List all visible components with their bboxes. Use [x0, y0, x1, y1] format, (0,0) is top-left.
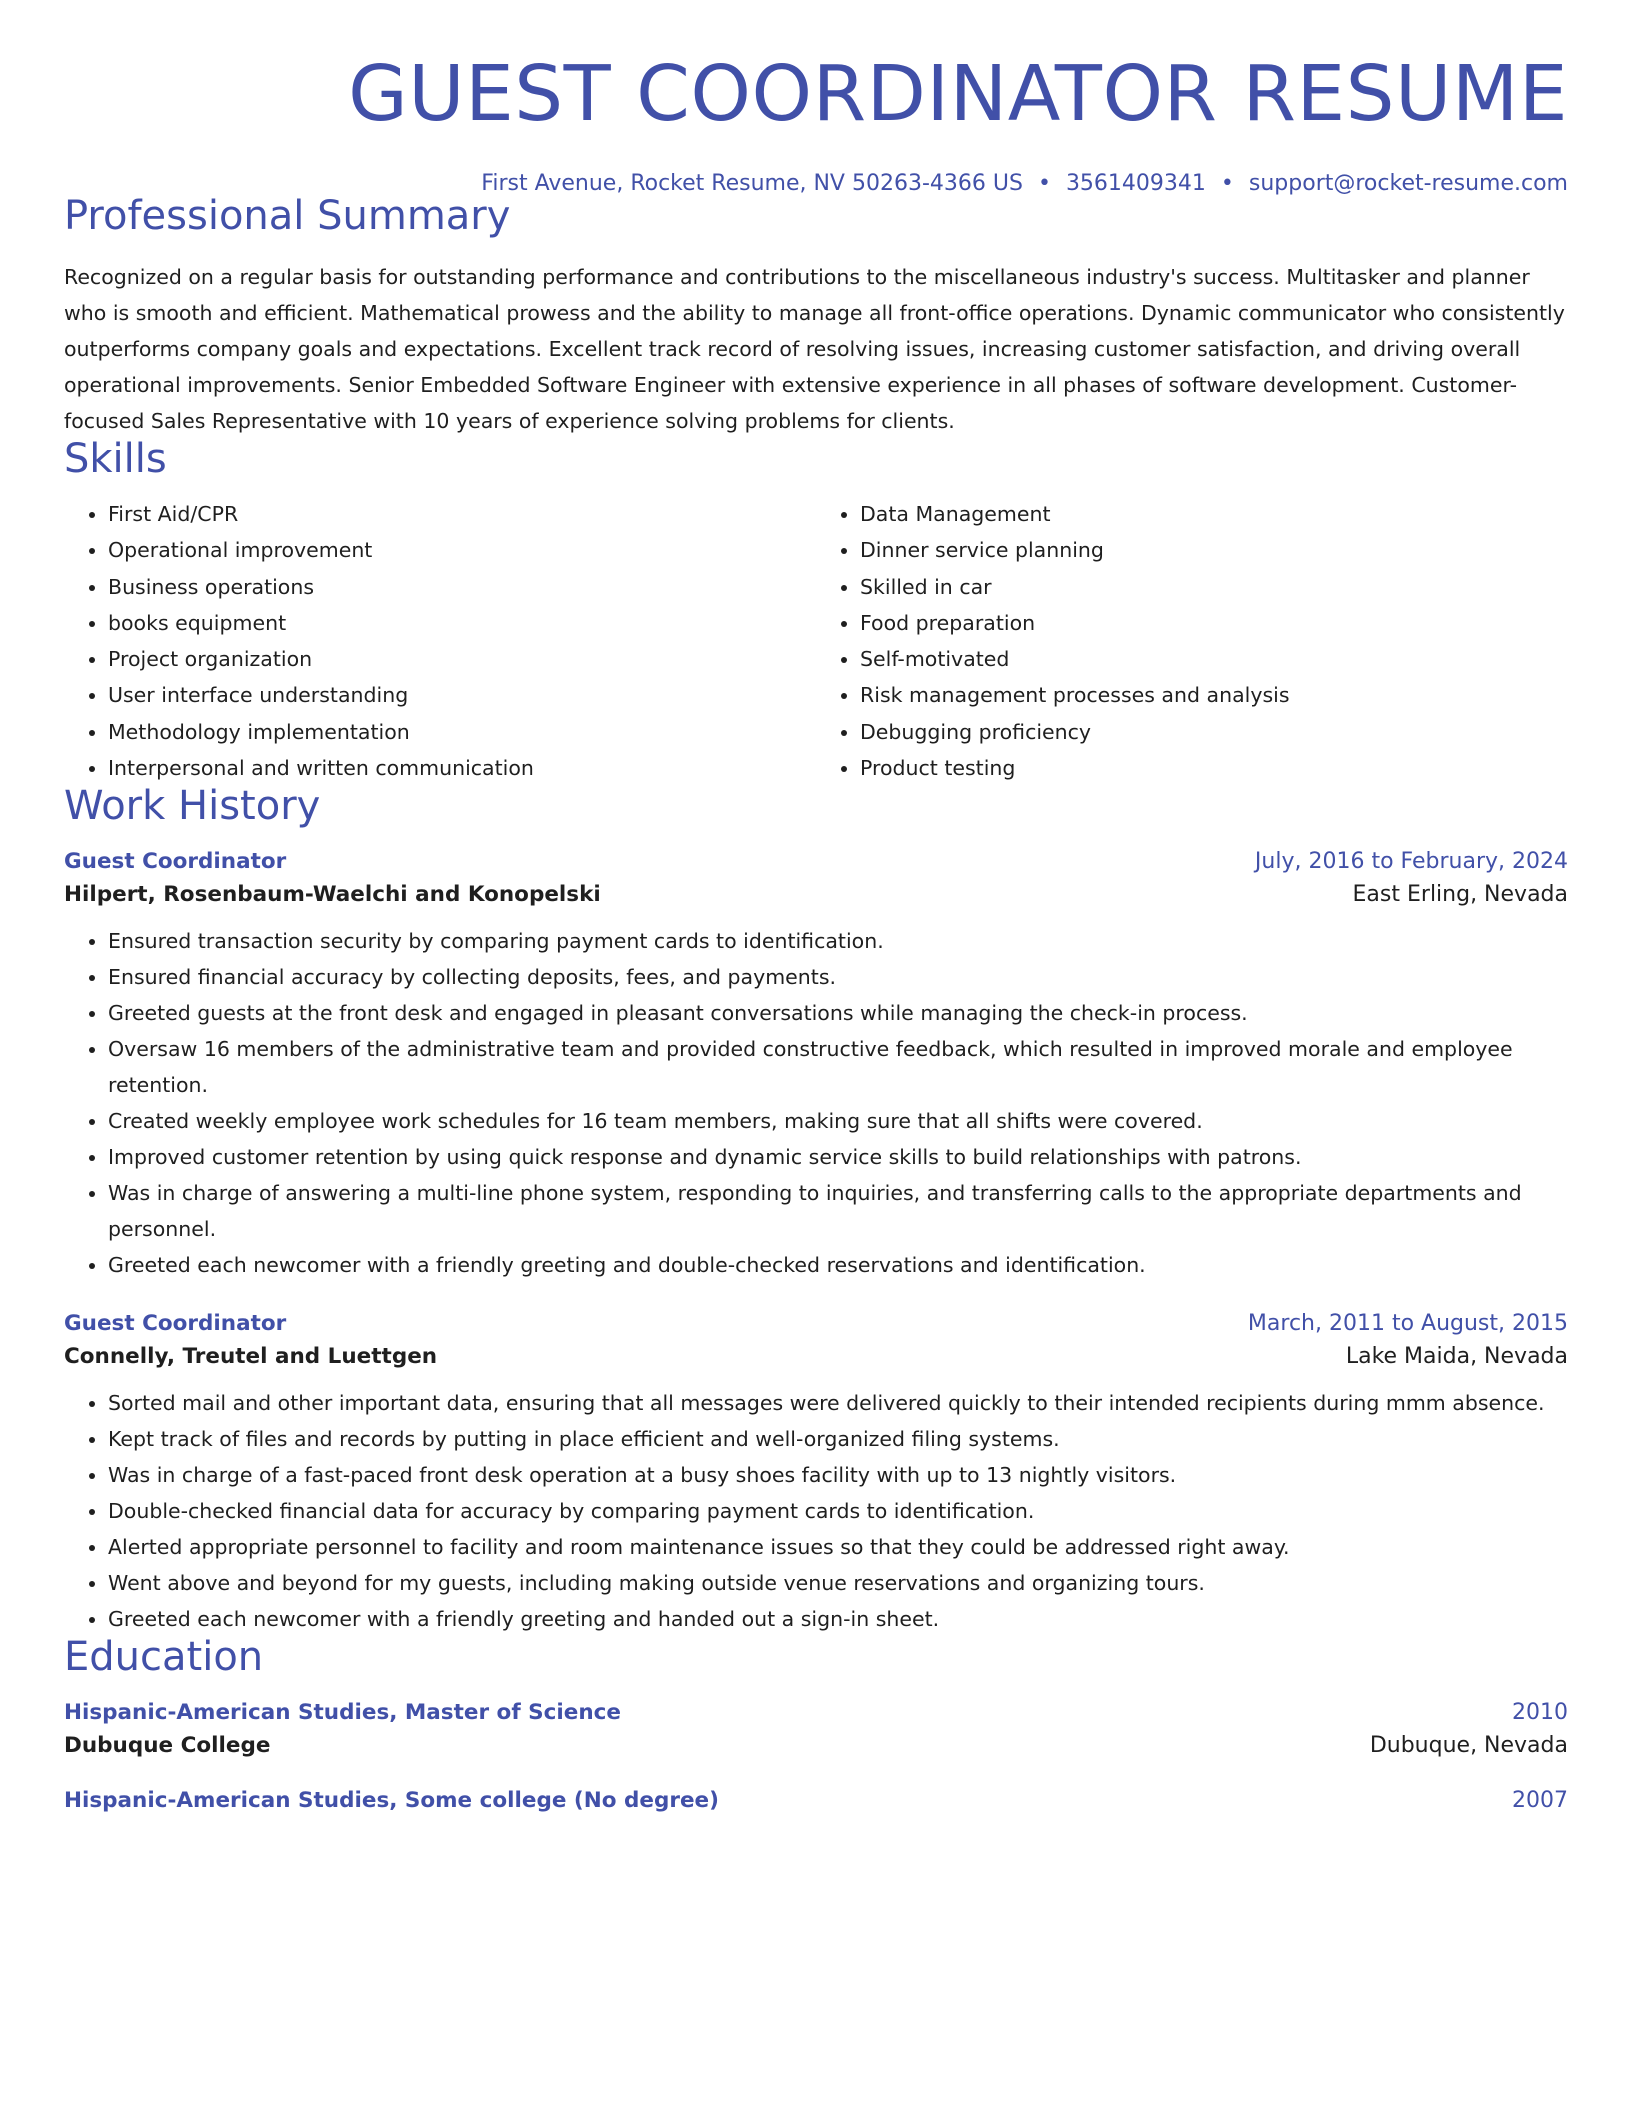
education-degree: Hispanic-American Studies, Some college (No degree) [64, 1788, 719, 1814]
job-bullet: • Oversaw 16 members of the administrative team and provided constructive feedback, which resulted in improved morale and employee retention. [108, 1031, 1568, 1103]
skill-item: • Operational improvement [108, 532, 816, 568]
skill-item: • Interpersonal and written communication [108, 750, 816, 786]
skill-item: • Data Management [860, 496, 1568, 532]
contact-phone: 3561409341 [1065, 171, 1206, 196]
contact-email: support@rocket-resume.com [1248, 171, 1568, 196]
job-bullet: • Went above and beyond for my guests, including making outside venue reservations and organizing tours. [108, 1565, 1568, 1601]
job-company-row [64, 882, 1568, 907]
skills-column-left [64, 496, 816, 786]
education-heading: Education [64, 1634, 264, 1681]
job-location: Lake Maida, Nevada [1345, 1344, 1568, 1370]
skill-item: • User interface understanding [108, 677, 816, 713]
education-location: Dubuque, Nevada [1369, 1733, 1568, 1759]
job-dates: July, 2016 to February, 2024 [1254, 849, 1568, 875]
work-history-heading: Work History [64, 783, 321, 830]
summary-text: Recognized on a regular basis for outstanding performance and contributions to the miscellaneous industry's success. Multitasker and planner who is smooth and efficient. Mathematical prowess and the ability to manage all front-office operations. Dynamic communicator who consistently outperforms company goals and expectations. Excellent track record of resolving issues, increasing customer satisfaction, and driving overall operational improvements. Senior Embedded Software Engineer with extensive experience in all phases of software development. Customer-focused Sales Representative with 10 years of experience solving problems for clients. [64, 265, 1565, 433]
summary-heading: Professional Summary [64, 193, 511, 239]
job-entry [64, 1311, 1568, 1637]
education-school: Dubuque College [64, 1733, 271, 1759]
job-role: Guest Coordinator [64, 1311, 287, 1337]
job-bullet: • Double-checked financial data for accuracy by comparing payment cards to identification. [108, 1493, 1568, 1529]
skill-item: • Food preparation [860, 605, 1568, 641]
job-header-row [64, 1311, 1568, 1336]
skill-item: • Self-motivated [860, 641, 1568, 677]
education-entry [64, 1700, 1568, 1758]
skill-item: • First Aid/CPR [108, 496, 816, 532]
education-school-row [64, 1733, 1568, 1758]
job-bullet: • Greeted each newcomer with a friendly greeting and double-checked reservations and identification. [108, 1247, 1568, 1283]
skills-heading: Skills [64, 436, 167, 482]
skill-item: • books equipment [108, 605, 816, 641]
job-role: Guest Coordinator [64, 849, 287, 875]
job-bullet: • Kept track of files and records by putting in place efficient and well-organized filing systems. [108, 1421, 1568, 1457]
job-bullet: • Ensured financial accuracy by collecting deposits, fees, and payments. [108, 959, 1568, 995]
skill-item: • Debugging proficiency [860, 714, 1568, 750]
job-bullet: • Alerted appropriate personnel to facility and room maintenance issues so that they could be addressed right away. [108, 1529, 1568, 1565]
skill-item: • Business operations [108, 569, 816, 605]
job-company: Connelly, Treutel and Luettgen [64, 1344, 438, 1370]
skill-item: • Project organization [108, 641, 816, 677]
education-degree: Hispanic-American Studies, Master of Science [64, 1700, 621, 1726]
skills-grid [64, 496, 1568, 786]
job-company-row [64, 1344, 1568, 1369]
job-bullet: • Was in charge of answering a multi-line phone system, responding to inquiries, and transferring calls to the appropriate departments and personnel. [108, 1175, 1568, 1247]
education-entry [64, 1788, 1568, 1813]
skill-item: • Product testing [860, 750, 1568, 786]
skill-item: • Risk management processes and analysis [860, 677, 1568, 713]
contact-separator: • [1220, 171, 1234, 196]
job-bullet: • Greeted guests at the front desk and engaged in pleasant conversations while managing the check-in process. [108, 995, 1568, 1031]
job-bullet: • Created weekly employee work schedules for 16 team members, making sure that all shifts were covered. [108, 1103, 1568, 1139]
job-header-row [64, 849, 1568, 874]
job-bullet: • Sorted mail and other important data, ensuring that all messages were delivered quickly to their intended recipients during mmm absence. [108, 1385, 1568, 1421]
resume-title: GUEST COORDINATOR RESUME [348, 50, 1568, 139]
contact-separator: • [1037, 171, 1051, 196]
job-location: East Erling, Nevada [1352, 882, 1568, 908]
education-year: 2007 [1512, 1788, 1568, 1814]
job-bullet: • Greeted each newcomer with a friendly greeting and handed out a sign-in sheet. [108, 1601, 1568, 1637]
contact-address: First Avenue, Rocket Resume, NV 50263-4366 US [481, 171, 1023, 196]
skill-item: • Dinner service planning [860, 532, 1568, 568]
job-bullet: • Improved customer retention by using quick response and dynamic service skills to build relationships with patrons. [108, 1139, 1568, 1175]
skill-item: • Skilled in car [860, 569, 1568, 605]
education-year: 2010 [1512, 1700, 1568, 1726]
education-header-row [64, 1700, 1568, 1725]
job-entry [64, 849, 1568, 1283]
job-bullet: • Ensured transaction security by comparing payment cards to identification. [108, 923, 1568, 959]
job-bullets [64, 1385, 1568, 1637]
job-company: Hilpert, Rosenbaum-Waelchi and Konopelski [64, 882, 601, 908]
resume-header [64, 0, 1568, 196]
education-header-row [64, 1788, 1568, 1813]
job-bullets [64, 923, 1568, 1283]
skills-column-right [816, 496, 1568, 786]
job-bullet: • Was in charge of a fast-paced front desk operation at a busy shoes facility with up to 13 nightly visitors. [108, 1457, 1568, 1493]
skill-item: • Methodology implementation [108, 714, 816, 750]
job-dates: March, 2011 to August, 2015 [1247, 1311, 1568, 1337]
